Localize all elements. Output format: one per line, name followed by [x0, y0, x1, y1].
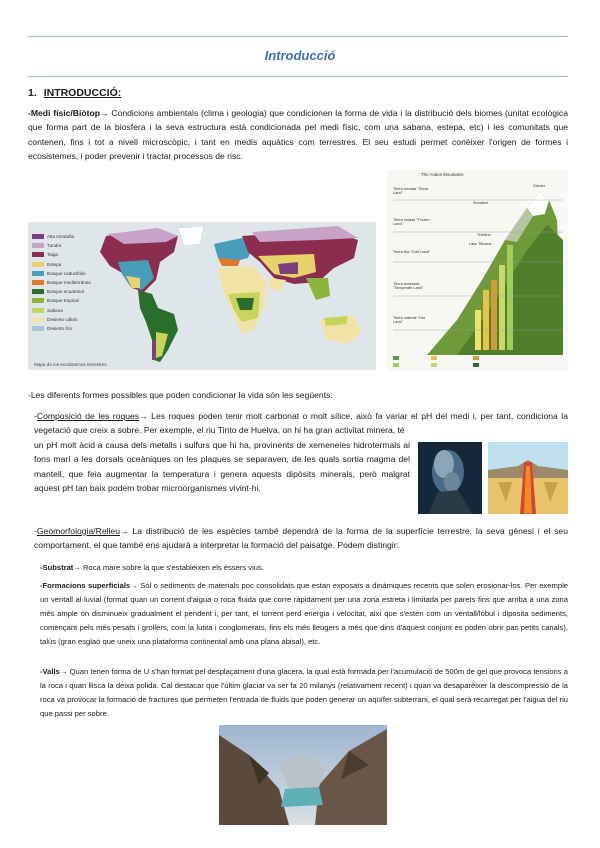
formacions-text: Sòl o sediments de materials poc consolidats que estan exposats a dinàmiques recents que solen erosionar-los. Per exemple un ventall al·luvial (format quan un corrent d'aigua o roca fluida que corre ràpidament per una zona estreta i limitada per parets fins que arriba a una zona més ample on disminueix gradualment el pendent i, per tant, el torrent perd energia i velocitat, així que s'estén com un ventall/lòbul i diposita sediments, començant pels més pesats i grollers, com la lutita i conglomerats, fins els més lleugers a més que dins d'aquest conjunt es poden obrir pas petits canals), talús (gran esglaó que uneix una plataforma continental amb una plana abisal), etc.: [40, 581, 568, 646]
andes-zone-label: Tierra helada "Frozen Land": [393, 218, 430, 227]
rocks-text: Les roques poden tenir molt carbonat o molt sílice, això fa variar el pH del medi i, per tant, condiciona la vegetació que creix a sobre. Per exemple, el riu Tinto de Huelva, on hi ha gran activitat minera, té: [34, 411, 568, 436]
legend-item: Bosque caducifolio: [32, 269, 91, 278]
world-map-figure: [28, 222, 376, 370]
legend-swatch: [32, 262, 44, 267]
andes-zone-label: Tierra fria "Cold Land": [393, 250, 431, 254]
substrat-text: Roca mare sobre la que s'estableixen els éssers vius.: [80, 563, 264, 572]
header-rule-bottom: [28, 76, 568, 77]
arrow-icon: →: [120, 526, 129, 536]
legend-swatch: [32, 308, 44, 313]
formacions-term: -Formacions superficials: [40, 581, 131, 590]
andes-label: Snowline: [473, 201, 489, 205]
geomorphology-paragraph: -Geomorfologia/Relleu→ La distribució de les espècies també dependrà de la forma de la superfície terrestre, la seva gènesi i el seu comportament, el que també ens ajudarà a interpretar la formació del paisatge. Podem distingir:: [34, 526, 568, 551]
andes-zone-label: Tierra nevada "Snow Land": [393, 187, 429, 196]
map-legend: [32, 232, 91, 333]
valls-text: Quan tenen forma de U s'han format pel desplaçament d'una glacera, la qual està formada per l'acumulació de 500m de gel que provoca tensions a la roca i quan llisca la deixa polida. Cal destacar que l'últim glaciar va ser fa 20 milanys (relativament recent) i quan va desaparèixer la descompressió de la roca va provocar la formació de fractures que permeten l'entrada de fluids que poden generar un aqüífer subterrani, el qual serà recarregat per l'aigua del riu que passi per sobre.: [40, 667, 568, 718]
andes-label: Lake Titicaca: [469, 242, 492, 246]
legend-swatch: [32, 289, 44, 294]
andes-figure: [387, 170, 568, 371]
vent-photo-image: [418, 442, 482, 514]
hydrothermal-vent-photo: [418, 442, 482, 514]
substrat-term: -Substrat: [40, 563, 74, 572]
andes-zone-label: Tierra templada "Temperate Land": [393, 282, 424, 291]
map-caption: Mapa de los ecosistemas terrestres.: [34, 362, 108, 367]
legend-swatch: [32, 234, 44, 239]
legend-swatch: [32, 298, 44, 303]
arrow-icon: →: [100, 108, 109, 118]
page-title: Introducció: [264, 48, 336, 63]
legend-item: Taiga: [32, 250, 91, 259]
ridge-diagram-image: [488, 442, 568, 514]
andes-title: The Andes Mountains: [421, 172, 464, 177]
legend-swatch: [32, 271, 44, 276]
substrat-paragraph: [40, 561, 568, 575]
rocks-term: Composició de les roques: [36, 411, 140, 421]
intro-term: -Medi físic/Biòtop: [28, 108, 101, 118]
legend-item: Bosque tropical: [32, 296, 91, 305]
geo-text: La distribució de les espècies també dependrà de la forma de la superfície terrestre, la seva gènesi i el seu comportament, el que també ens ajudarà a interpretar la formació del paisatge. Podem distingir:: [34, 526, 568, 551]
legend-item: Estepa: [32, 260, 91, 269]
intro-paragraph: [28, 106, 568, 164]
section-number: 1.: [28, 87, 37, 99]
forms-intro: -Les diferents formes possibles que poden condicionar la vida són les següents:: [28, 390, 333, 400]
andes-zone-label: Tierra caliente "Hot Land": [393, 316, 426, 325]
arrow-icon: →: [130, 581, 138, 590]
legend-swatch: [32, 243, 44, 248]
legend-swatch: [32, 252, 44, 257]
andes-label: Glacier: [533, 184, 546, 188]
arrow-icon: →: [139, 411, 148, 421]
arrow-icon: →: [73, 563, 81, 572]
legend-swatch: [32, 317, 44, 322]
valls-term: -Valls: [40, 667, 60, 676]
valley-photo: [219, 725, 387, 825]
geo-term: Geomorfologia/Relleu: [36, 526, 120, 536]
legend-swatch: [32, 326, 44, 331]
legend-item: Desierto frío: [32, 324, 91, 333]
legend-item: Bosque mediterráneo: [32, 278, 91, 287]
legend-item: Tundra: [32, 241, 91, 250]
legend-item: Sabana: [32, 306, 91, 315]
legend-swatch: [32, 280, 44, 285]
legend-item: Alta montaña: [32, 232, 91, 241]
rocks-line1: -Composició de les roques→ Les roques poden tenir molt carbonat o molt sílice, això fa variar el pH del medi i, per tant, condiciona la vegetació que creix a sobre. Per exemple, el riu Tinto de Huelva, on hi ha gran activitat minera, té: [34, 411, 568, 436]
legend-item: Desierto cálido: [32, 315, 91, 324]
formacions-paragraph: [40, 579, 568, 649]
rocks-paragraph: un pH molt àcid a causa dels metalls i sulfurs que hi ha, provinents de xemeneies hidrotermals al fons marí a les dorsals oceàniques on les plaques se separaven, de les quals sortia magma del mantell, que feia augmentar la temperatura i genera aquests dipòsits minerals, però malgrat aquest pH tan baix podem trobar microorganismes vivint-hi.: [34, 440, 410, 494]
section-heading: [28, 87, 121, 99]
legend-item: Bosque ecuatorial: [32, 287, 91, 296]
header-rule-top: [28, 36, 568, 37]
intro-text: Condicions ambientals (clima i geologia) que condicionen la forma de vida i la distribució dels biomes (unitat ecològica que forma part de la biosfera i la seva estructura està condicionada pel medi físic, com una sabana, estepa, etc) i les comunitats que contenen, fins i tot a nivell microscòpic, i tant en medis aquàtics com terrestres. El seu estudi permet conèixer l'origen de formes i ecosistemes, i poder prevenir i tractar processos de risc.: [28, 108, 568, 162]
ridge-diagram: [488, 442, 568, 514]
arrow-icon: →: [59, 667, 68, 676]
section-title: INTRODUCCIÓ:: [43, 87, 122, 99]
valls-paragraph: [40, 665, 568, 721]
andes-label: Treeline: [477, 233, 491, 237]
valley-photo-image: [219, 725, 387, 825]
